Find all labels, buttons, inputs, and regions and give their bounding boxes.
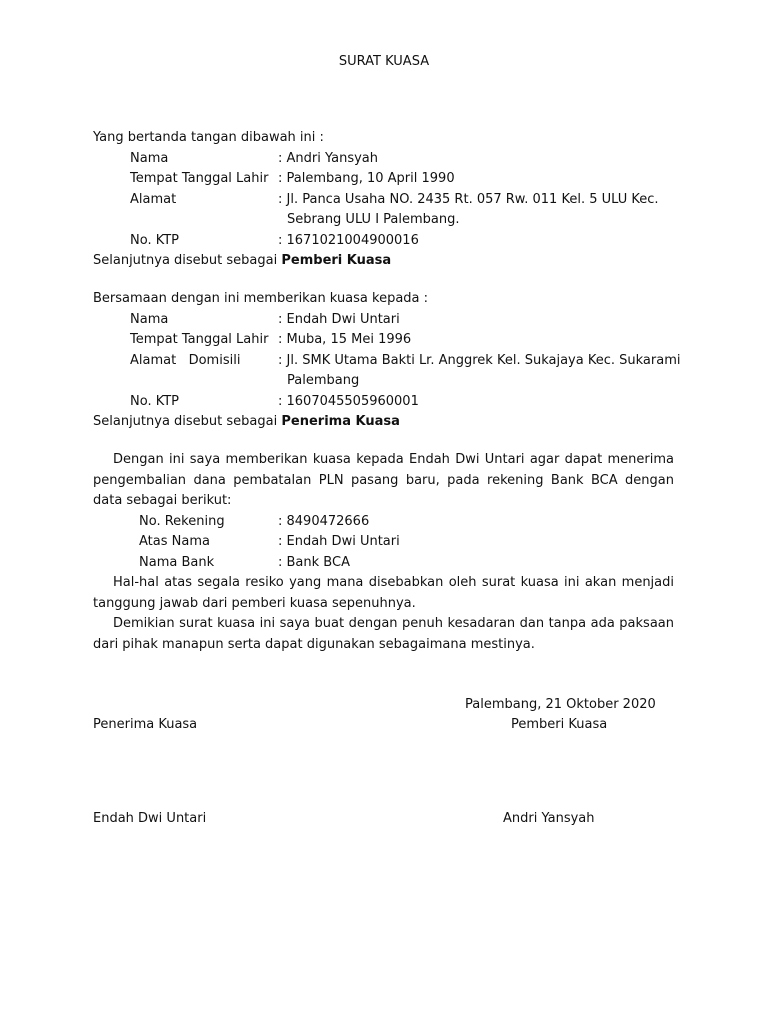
rekening-no-label: No. Rekening xyxy=(139,514,225,529)
rekening-atas-nama-label: Atas Nama xyxy=(139,534,210,549)
intro-text: Yang bertanda tangan dibawah ini : xyxy=(93,130,324,145)
penerima-note-prefix: Selanjutnya disebut sebagai xyxy=(93,414,278,429)
pemberi-nama-value: : Andri Yansyah xyxy=(278,151,379,166)
pemberi-nama-label: Nama xyxy=(130,151,169,166)
rekening-atas-nama-value: : Endah Dwi Untari xyxy=(278,534,400,549)
place-date: Palembang, 21 Oktober 2020 xyxy=(465,697,656,712)
pemberi-ktp-value: : 1671021004900016 xyxy=(278,233,419,248)
rekening-bank-value: : Bank BCA xyxy=(278,555,350,570)
pemberi-ktp-label: No. KTP xyxy=(130,233,180,248)
penerima-ttl-label: Tempat Tanggal Lahir xyxy=(130,332,269,347)
risk-paragraph: Hal-hal atas segala resiko yang mana disebabkan oleh surat kuasa ini akan menjadi tanggung jawab dari pemberi kuasa sepenuhnya. xyxy=(93,575,674,611)
penerima-alamat-value-line1: : Jl. SMK Utama Bakti Lr. Anggrek Kel. Sukajaya Kec. Sukarami xyxy=(278,353,681,368)
closing-paragraph: Demikian surat kuasa ini saya buat dengan penuh kesadaran dan tanpa ada paksaan dari pihak manapun serta dapat digunakan sebagaimana mestinya. xyxy=(93,616,674,652)
pemberi-alamat-value-line2: Sebrang ULU I Palembang. xyxy=(287,212,460,227)
pemberi-note-role: Pemberi Kuasa xyxy=(281,253,392,268)
penerima-nama-value: : Endah Dwi Untari xyxy=(278,312,400,327)
penerima-nama-label: Nama xyxy=(130,312,169,327)
signature-right-role: Pemberi Kuasa xyxy=(511,717,608,732)
pemberi-alamat-value-line1: : Jl. Panca Usaha NO. 2435 Rt. 057 Rw. 011 Kel. 5 ULU Kec. xyxy=(278,192,659,207)
pemberi-note-prefix: Selanjutnya disebut sebagai xyxy=(93,253,278,268)
pemberi-alamat-label: Alamat xyxy=(130,192,177,207)
penerima-alamat-value-line2: Palembang xyxy=(287,373,360,388)
rekening-no-value: : 8490472666 xyxy=(278,514,370,529)
page-title: SURAT KUASA xyxy=(338,54,430,69)
pemberi-ttl-value: : Palembang, 10 April 1990 xyxy=(278,171,455,186)
body-paragraph: Dengan ini saya memberikan kuasa kepada Endah Dwi Untari agar dapat menerima pengembalian dana pembatalan PLN pasang baru, pada rekening Bank BCA dengan data sebagai berikut: xyxy=(93,452,674,508)
pemberi-ttl-label: Tempat Tanggal Lahir xyxy=(130,171,269,186)
second-intro-text: Bersamaan dengan ini memberikan kuasa kepada : xyxy=(93,291,429,306)
penerima-ktp-value: : 1607045505960001 xyxy=(278,394,419,409)
penerima-note xyxy=(93,412,400,433)
penerima-ktp-label: No. KTP xyxy=(130,394,180,409)
signature-left-role: Penerima Kuasa xyxy=(93,717,198,732)
signature-right-name: Andri Yansyah xyxy=(503,811,595,826)
penerima-ttl-value: : Muba, 15 Mei 1996 xyxy=(278,332,412,347)
signature-left-name: Endah Dwi Untari xyxy=(93,811,207,826)
penerima-alamat-label: Alamat Domisili xyxy=(130,353,241,368)
rekening-bank-label: Nama Bank xyxy=(139,555,215,570)
pemberi-note xyxy=(93,251,391,272)
penerima-note-role: Penerima Kuasa xyxy=(281,414,400,429)
